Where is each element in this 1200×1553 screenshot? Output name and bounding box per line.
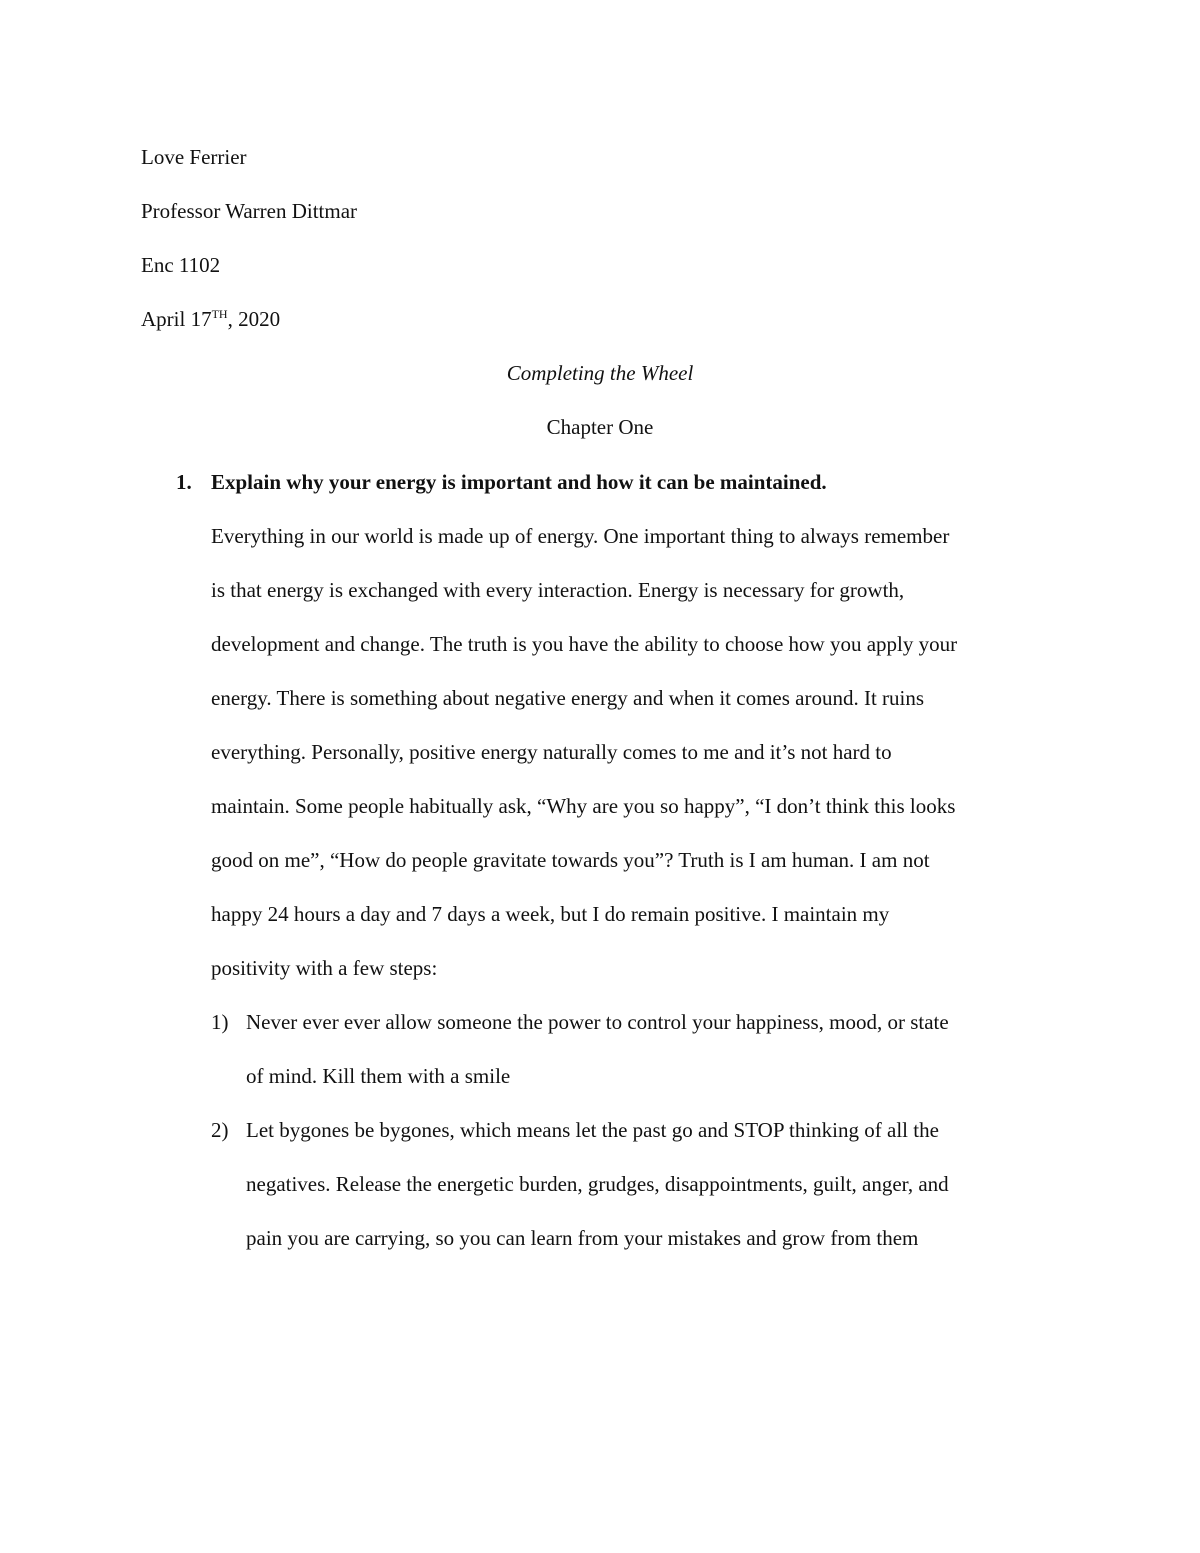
professor-name: Professor Warren Dittmar xyxy=(141,199,358,223)
question-number: 1. xyxy=(176,470,192,494)
chapter-heading: Chapter One xyxy=(546,415,654,439)
date-superscript: TH xyxy=(211,307,228,321)
body-line: positivity with a few steps: xyxy=(211,956,438,980)
body-line: maintain. Some people habitually ask, “Why are you so happy”, “I don’t think this looks xyxy=(211,794,956,818)
body-line: energy. There is something about negative energy and when it comes around. It ruins xyxy=(211,686,925,710)
question-text: Explain why your energy is important and how it can be maintained. xyxy=(211,470,827,494)
step-line: Never ever ever allow someone the power to control your happiness, mood, or state xyxy=(246,1010,949,1034)
date-suffix: , 2020 xyxy=(227,307,281,331)
document-date xyxy=(141,305,280,333)
document-title: Completing the Wheel xyxy=(506,361,694,385)
step-line: pain you are carrying, so you can learn from your mistakes and grow from them xyxy=(246,1226,919,1250)
body-line: good on me”, “How do people gravitate towards you”? Truth is I am human. I am not xyxy=(211,848,930,872)
step-line: Let bygones be bygones, which means let the past go and STOP thinking of all the xyxy=(246,1118,939,1142)
step-line: negatives. Release the energetic burden, grudges, disappointments, guilt, anger, and xyxy=(246,1172,949,1196)
date-prefix: April 17 xyxy=(141,307,212,331)
body-line: happy 24 hours a day and 7 days a week, but I do remain positive. I maintain my xyxy=(211,902,890,926)
body-line: development and change. The truth is you have the ability to choose how you apply your xyxy=(211,632,958,656)
author-name: Love Ferrier xyxy=(141,145,247,169)
body-line: everything. Personally, positive energy naturally comes to me and it’s not hard to xyxy=(211,740,892,764)
course-code: Enc 1102 xyxy=(141,253,221,277)
body-line: is that energy is exchanged with every interaction. Energy is necessary for growth, xyxy=(211,578,905,602)
step-number: 2) xyxy=(211,1118,229,1142)
step-line: of mind. Kill them with a smile xyxy=(246,1064,511,1088)
body-line: Everything in our world is made up of energy. One important thing to always remember xyxy=(211,524,950,548)
step-number: 1) xyxy=(211,1010,229,1034)
